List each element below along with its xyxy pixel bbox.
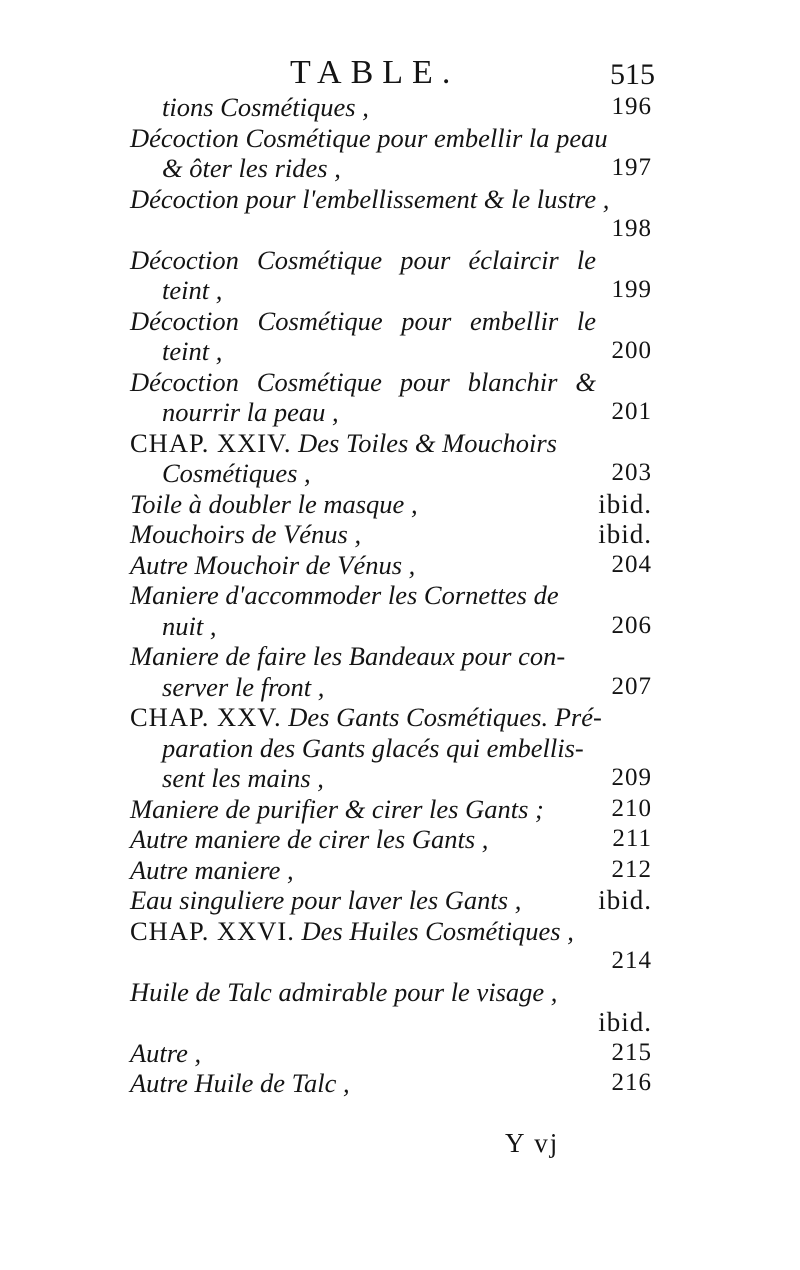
toc-title: Autre , [130,1037,202,1068]
toc-line [130,855,652,886]
toc-title: Des Gants Cosmétiques. Pré- [288,702,602,732]
toc-entry-text [130,885,521,915]
toc-word: Cosmétique [256,366,382,397]
toc-entry-text [130,641,565,671]
toc-word: Décoction [130,305,239,336]
toc-entry-text [130,580,559,610]
toc-entry-text [130,672,324,702]
toc-page-number: 199 [611,276,652,303]
toc-line [130,306,600,337]
toc-entry-text [130,794,544,824]
toc-entry-text [130,184,609,214]
toc-word: pour [400,244,451,275]
toc-title: & ôter les rides , [162,153,341,183]
toc-word: blanchir [467,366,558,397]
toc-title: Des Huiles Cosmétiques , [301,915,574,946]
toc-entry-text [130,336,222,366]
toc-line [130,489,652,520]
toc-page-number: ibid. [598,488,652,519]
toc-line [130,580,652,611]
toc-title: Autre Huile de Talc , [130,1068,350,1098]
toc-line [130,184,652,215]
toc-title: Maniere de faire les Bandeaux pour con- [130,641,566,671]
table-of-contents [130,92,652,1099]
toc-entry-text [130,397,339,427]
toc-line [130,1068,652,1099]
toc-title: nourrir la peau , [162,397,339,427]
toc-line [130,214,652,245]
toc-title: Cosmétiques , [162,458,311,488]
toc-page-number: 207 [611,672,652,700]
toc-word: Cosmétique [257,244,383,275]
toc-entry-text [130,245,600,276]
toc-line [130,885,652,916]
toc-title: Autre maniere de cirer les Gants , [130,824,489,854]
toc-line [130,1038,652,1069]
toc-entry-text [130,123,608,153]
toc-word: Cosmétique [257,305,383,336]
toc-entry-text [130,733,584,763]
toc-page-number: 214 [611,947,652,974]
toc-entry-text [130,306,600,337]
toc-entry-text [130,916,574,946]
toc-page-number: 209 [611,764,652,791]
toc-entry-text [130,519,361,549]
toc-title: Décoction pour l'embellissement & le lustre , [130,183,610,214]
toc-title: Toile à doubler le masque , [130,488,418,519]
toc-page-number: ibid. [598,1007,652,1037]
toc-title: sent les mains , [162,763,324,793]
toc-entry-text [130,611,216,641]
toc-page-number: 211 [612,825,652,852]
toc-line [130,916,652,947]
toc-entry-text [130,977,557,1007]
page-header [130,54,655,94]
toc-page-number: 215 [611,1038,652,1066]
toc-page-number: ibid. [598,519,652,549]
toc-title: Maniere de purifier & cirer les Gants ; [130,793,544,824]
toc-title: teint , [162,336,223,366]
toc-title: Huile de Talc admirable pour le visage , [130,976,558,1007]
toc-page-number: 196 [611,93,652,120]
toc-line [130,123,652,154]
toc-word: & [575,366,596,397]
toc-line [130,946,652,977]
toc-line [130,458,652,489]
toc-line [130,397,652,428]
toc-page-number: 200 [611,337,652,364]
toc-title: Eau singuliere pour laver les Gants , [130,885,522,915]
toc-entry-text [130,855,294,885]
toc-line [130,92,652,123]
toc-page-number: 203 [611,459,652,486]
toc-entry-text [130,458,311,488]
toc-line [130,763,652,794]
toc-word: embellir [469,305,559,336]
toc-word: pour [399,366,450,397]
toc-page-number: 210 [611,794,652,822]
toc-word: pour [401,305,452,336]
chapter-label: CHAP. XXV. [130,702,282,732]
catchword: Y vj [505,1128,560,1158]
toc-entry-text [130,1038,201,1068]
toc-line [130,733,652,764]
running-title: TABLE. [290,54,460,91]
toc-title: tions Cosmétiques , [162,92,369,122]
toc-word: éclaircir [468,244,559,275]
chapter-label: CHAP. XXVI. [130,915,295,946]
toc-entry-text [130,489,418,519]
toc-entry-text [130,367,600,398]
toc-page-number: 197 [611,154,652,181]
toc-word: le [576,305,596,336]
toc-page-number: 216 [611,1069,652,1096]
toc-line [130,702,652,733]
toc-entry-text [130,824,488,854]
toc-title: teint , [162,275,223,305]
toc-page-number: ibid. [598,885,652,915]
toc-page-number: 206 [611,611,652,639]
chapter-label: CHAP. XXIV. [130,427,292,458]
toc-title: server le front , [162,671,325,702]
toc-line [130,672,652,703]
toc-title: Autre Mouchoir de Vénus , [130,549,416,580]
toc-line [130,519,652,550]
toc-entry-text [130,763,324,793]
toc-line [130,153,652,184]
toc-entry-text [130,550,415,580]
toc-word: le [576,244,596,275]
toc-line [130,794,652,825]
toc-title: Des Toiles & Mouchoirs [298,427,557,458]
toc-line [130,641,652,672]
toc-entry-text [130,153,341,183]
toc-entry-text [130,92,369,122]
toc-line [130,611,652,642]
toc-word: Décoction [130,366,239,397]
toc-title: Autre maniere , [130,854,294,885]
toc-entry-text [130,428,557,458]
toc-page-number: 204 [611,550,652,578]
toc-line [130,245,600,276]
toc-line [130,977,652,1008]
page-number: 515 [610,58,655,91]
toc-page-number: 198 [611,215,652,242]
toc-entry-text [130,1068,350,1098]
toc-line [130,367,600,398]
toc-entry-text [130,275,222,305]
toc-entry-text [130,702,602,732]
toc-word: Décoction [130,244,239,275]
toc-title: Mouchoirs de Vénus , [130,519,362,549]
toc-line [130,550,652,581]
toc-line [130,428,652,459]
toc-line [130,824,652,855]
toc-line [130,336,652,367]
toc-title: nuit , [162,610,217,641]
toc-line [130,275,652,306]
toc-line [130,1007,652,1038]
toc-title: Décoction Cosmétique pour embellir la peau [130,122,608,153]
toc-page-number: 212 [611,855,652,883]
toc-title: Maniere d'accommoder les Cornettes de [130,580,559,610]
toc-title: paration des Gants glacés qui embellis- [162,732,584,763]
toc-page-number: 201 [611,398,652,425]
